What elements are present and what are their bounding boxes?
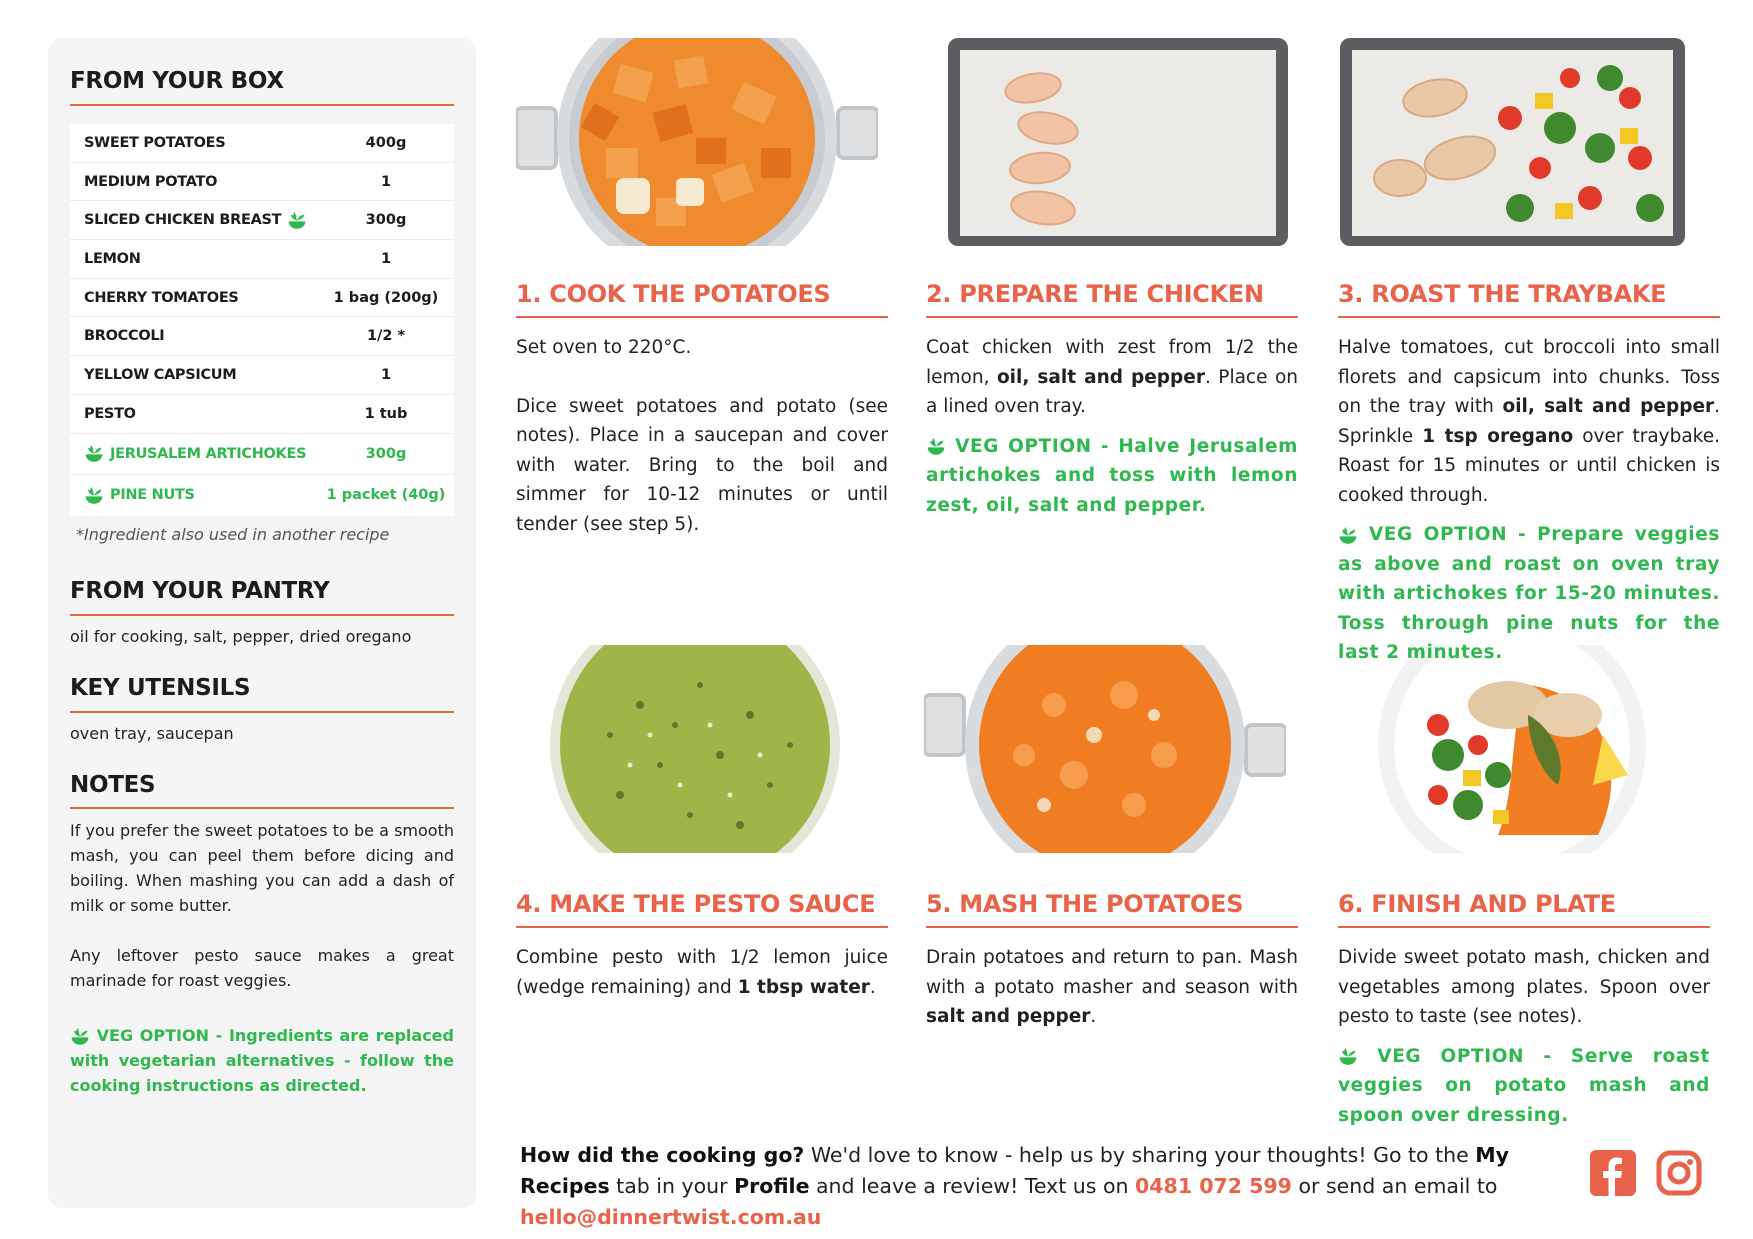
ingredients-sidebar bbox=[48, 38, 476, 1208]
step-4-title: 4. MAKE THE PESTO SAUCE bbox=[516, 890, 876, 918]
ingredient-row bbox=[70, 201, 454, 240]
ingredient-qty: 300g bbox=[365, 445, 407, 462]
veg-leaf-icon bbox=[70, 1027, 90, 1046]
step-3-title: 3. ROAST THE TRAYBAKE bbox=[1338, 280, 1667, 308]
ingredient-row bbox=[70, 124, 454, 163]
step-6-title: 6. FINISH AND PLATE bbox=[1338, 890, 1616, 918]
utensils-text: oven tray, saucepan bbox=[70, 724, 234, 743]
ingredient-name: SWEET POTATOES bbox=[84, 134, 226, 151]
ingredient-row bbox=[70, 317, 454, 356]
ingredient-name: BROCCOLI bbox=[84, 328, 165, 345]
ingredient-name-text: SLICED CHICKEN BREAST bbox=[84, 212, 282, 229]
ingredients-table bbox=[70, 124, 454, 516]
divider bbox=[70, 711, 454, 713]
ingredient-row-veg bbox=[70, 434, 454, 475]
ingredient-row-veg bbox=[70, 475, 454, 516]
facebook-icon[interactable] bbox=[1590, 1150, 1636, 1196]
ingredient-name: MEDIUM POTATO bbox=[84, 173, 218, 190]
ingredient-name bbox=[70, 444, 318, 463]
veg-leaf-icon bbox=[926, 437, 946, 456]
email-link[interactable]: hello@dinnertwist.com.au bbox=[520, 1205, 822, 1229]
ingredient-name-text: PINE NUTS bbox=[110, 487, 195, 503]
divider bbox=[926, 926, 1298, 928]
ingredient-row bbox=[70, 240, 454, 279]
step-2-title: 2. PREPARE THE CHICKEN bbox=[926, 280, 1264, 308]
ingredient-qty: 300g bbox=[365, 212, 407, 229]
instagram-icon[interactable] bbox=[1656, 1150, 1702, 1196]
divider bbox=[70, 104, 454, 106]
veg-leaf-icon bbox=[287, 211, 307, 230]
ingredient-qty: 1 bbox=[380, 250, 392, 267]
phone-link[interactable]: 0481 072 599 bbox=[1135, 1174, 1292, 1198]
feedback-footer: How did the cooking go? We'd love to know - help us by sharing your thoughts! Go to the My Recipes tab in your Profile and leave a review! Text us on 0481 072 599 or send an email to hello@dinnertwist.com.au bbox=[520, 1143, 1510, 1229]
ingredient-name: YELLOW CAPSICUM bbox=[84, 366, 237, 383]
utensils-title: KEY UTENSILS bbox=[70, 675, 251, 701]
note-2: Any leftover pesto sauce makes a great marinade for roast veggies. bbox=[70, 946, 454, 990]
note-1: If you prefer the sweet potatoes to be a smooth mash, you can peel them before dicing and boiling. When mashing you can add a dash of milk or some butter. bbox=[70, 821, 454, 915]
note-veg-text: VEG OPTION - Ingredients are replaced with vegetarian alternatives - follow the cooking instructions as directed. bbox=[70, 1026, 454, 1095]
ingredient-qty: 400g bbox=[365, 134, 407, 151]
step-1-p2: Dice sweet potatoes and potato (see notes). Place in a saucepan and cover with water. Bring to the boil and simmer for 10-12 minutes or until tender (see step 5). bbox=[516, 395, 888, 535]
ingredient-name-text: JERUSALEM ARTICHOKES bbox=[110, 445, 307, 462]
divider bbox=[516, 926, 888, 928]
step-3-veg-text: VEG OPTION - Prepare veggies as above and roast on oven tray with artichokes for 15-20 minutes. Toss through pine nuts for the last 2 minutes. bbox=[1338, 524, 1721, 663]
ingredient-name: LEMON bbox=[84, 250, 141, 267]
step-2-text bbox=[926, 333, 1298, 520]
step-6-p1: Divide sweet potato mash, chicken and vegetables among plates. Spoon over pesto to taste (see notes). bbox=[1338, 947, 1710, 1027]
step-6-photo bbox=[1378, 645, 1646, 853]
divider bbox=[1338, 316, 1720, 318]
ingredient-row bbox=[70, 356, 454, 395]
step-2-veg-text: VEG OPTION - Halve Jerusalem artichokes and toss with lemon zest, oil, salt and pepper. bbox=[926, 435, 1299, 516]
ingredient-row bbox=[70, 395, 454, 434]
step-6-veg-text: VEG OPTION - Serve roast veggies on potato mash and spoon over dressing. bbox=[1338, 1045, 1710, 1126]
step-3-p1: Halve tomatoes, cut broccoli into small florets and capsicum into chunks. Toss on the tray with oil, salt and pepper. Sprinkle 1 tsp oregano over traybake. Roast for 15 minutes or until chicken is cooked through. bbox=[1338, 337, 1721, 506]
step-2-veg bbox=[926, 432, 1298, 521]
step-1-p1: Set oven to 220°C. bbox=[516, 337, 692, 358]
ingredient-qty: 1 packet (40g) bbox=[326, 487, 446, 503]
veg-leaf-icon bbox=[84, 444, 104, 463]
from-box-title: FROM YOUR BOX bbox=[70, 68, 284, 94]
divider bbox=[516, 316, 888, 318]
step-4-photo bbox=[550, 645, 840, 853]
veg-leaf-icon bbox=[84, 486, 104, 505]
ingredient-row bbox=[70, 163, 454, 202]
step-1-title: 1. COOK THE POTATOES bbox=[516, 280, 831, 308]
pantry-title: FROM YOUR PANTRY bbox=[70, 578, 330, 604]
step-2-photo bbox=[948, 38, 1288, 246]
step-3-text bbox=[1338, 333, 1720, 668]
divider bbox=[1338, 926, 1710, 928]
veg-leaf-icon bbox=[1338, 1047, 1358, 1066]
step-6-text bbox=[1338, 943, 1710, 1130]
ingredient-name: PESTO bbox=[84, 405, 136, 422]
ingredient-qty: 1 bag (200g) bbox=[333, 289, 439, 306]
step-6-veg bbox=[1338, 1042, 1710, 1131]
step-1-text bbox=[516, 333, 888, 539]
veg-leaf-icon bbox=[1338, 526, 1358, 545]
ingredient-row bbox=[70, 279, 454, 318]
step-3-veg bbox=[1338, 520, 1720, 668]
step-4-text: Combine pesto with 1/2 lemon juice (wedge remaining) and 1 tbsp water. bbox=[516, 947, 888, 998]
step-3-photo bbox=[1340, 38, 1685, 246]
footnote: *Ingredient also used in another recipe bbox=[76, 525, 390, 544]
ingredient-name bbox=[70, 211, 318, 230]
ingredient-name bbox=[70, 486, 318, 505]
step-2-p1: Coat chicken with zest from 1/2 the lemon, oil, salt and pepper. Place on a lined oven tray. bbox=[926, 337, 1298, 417]
ingredient-qty: 1 bbox=[380, 366, 392, 383]
ingredient-name: CHERRY TOMATOES bbox=[84, 289, 239, 306]
ingredient-qty: 1 bbox=[380, 173, 392, 190]
ingredient-qty: 1 tub bbox=[364, 405, 408, 422]
step-5-title: 5. MASH THE POTATOES bbox=[926, 890, 1244, 918]
note-veg bbox=[70, 1023, 454, 1098]
divider bbox=[926, 316, 1298, 318]
ingredient-qty: 1/2 * bbox=[366, 328, 406, 345]
divider bbox=[70, 614, 454, 616]
pantry-text: oil for cooking, salt, pepper, dried oregano bbox=[70, 627, 412, 646]
step-1-photo bbox=[516, 38, 878, 246]
step-5-photo bbox=[924, 645, 1286, 853]
notes-title: NOTES bbox=[70, 772, 156, 798]
step-5-text: Drain potatoes and return to pan. Mash with a potato masher and season with salt and pepper. bbox=[926, 947, 1298, 1027]
divider bbox=[70, 807, 454, 809]
